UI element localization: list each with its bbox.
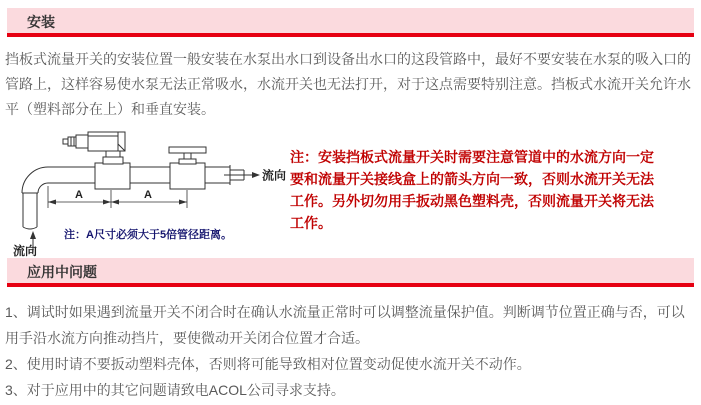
flow-direction-inlet-label: 流向	[13, 244, 38, 258]
pipe-diagram	[8, 122, 288, 258]
pipe	[48, 165, 244, 185]
valve-icon	[169, 147, 206, 189]
issue-item-3: 3、对于应用中的其它问题请致电ACOL公司寻求支持。	[5, 382, 345, 398]
flow-direction-outlet-label: 流向	[262, 168, 287, 183]
flow-switch-icon	[63, 132, 130, 189]
section-title-issues: 应用中问题	[27, 264, 97, 280]
section-header-installation	[7, 8, 694, 37]
pipe-diagram-svg	[8, 122, 288, 258]
issues-list	[5, 299, 696, 403]
installation-section	[0, 8, 701, 258]
flow-direction-inlet	[13, 231, 37, 258]
application-issues-section	[0, 258, 701, 403]
installation-paragraph: 挡板式流量开关的安装位置一般安装在水泵出水口到设备出水口的这段管路中，最好不要安装在水泵的吸入口的管路上，这样容易使水泵无法正常吸水，水流开关也无法打开，对于这点需要特别注意。挡板式水流开关允许水平（塑料部分在上）和垂直安装。	[5, 51, 691, 117]
dimension-label-a1: A	[75, 189, 83, 201]
pipe-elbow	[22, 167, 48, 229]
diagram-row	[0, 122, 701, 258]
installation-warning-note: 注：安装挡板式流量开关时需要注意管道中的水流方向一定要和流量开关接线盒上的箭头方向一致，否则水流开关无法工作。另外切勿用手扳动黑色塑料壳，否则流量开关将无法工作。	[290, 149, 654, 231]
section-header-issues	[7, 258, 694, 287]
diagram-note: 注：A尺寸必须大于5倍管径距离。	[64, 229, 233, 241]
issue-item-2: 2、使用时请不要扳动塑料壳体，否则将可能导致相对位置变动促使水流开关不动作。	[5, 356, 531, 372]
issue-item-1: 1、调试时如果遇到流量开关不闭合时在确认水流量正常时可以调整流量保护值。判断调节位置正确与否，可以用手沿水流方向推动挡片，要使微动开关闭合位置才合适。	[5, 304, 685, 346]
dimension-label-a2: A	[144, 189, 152, 201]
section-title-installation: 安装	[27, 14, 55, 30]
